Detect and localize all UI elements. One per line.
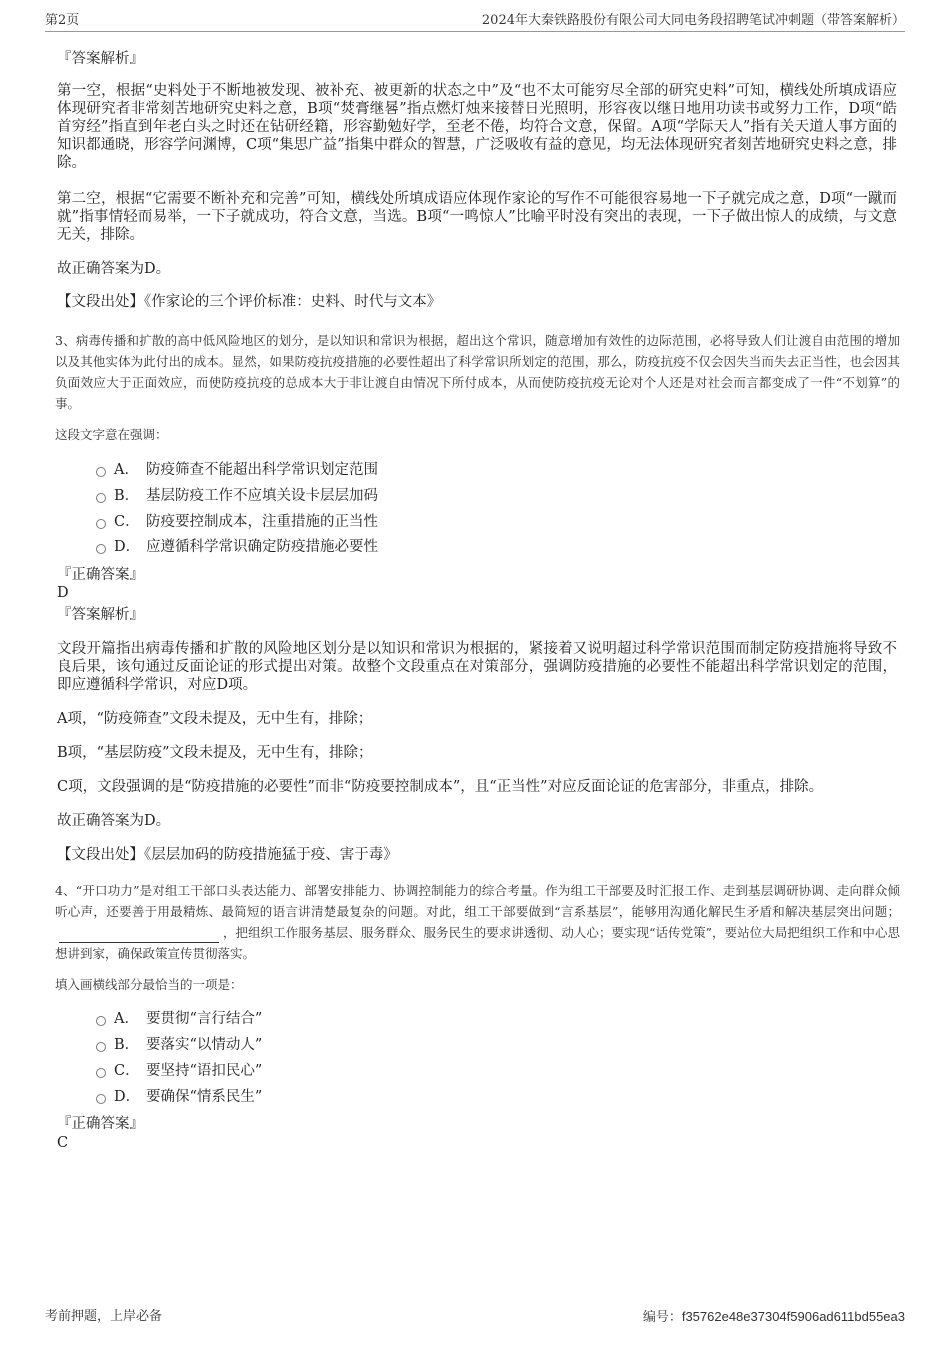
radio-icon[interactable] — [96, 1068, 106, 1078]
option-text: 要落实“以情动人” — [146, 1037, 263, 1053]
answer-conclusion: 故正确答案为D。 — [57, 813, 171, 829]
passage-source: 【文段出处】《层层加码的防疫措施猛于疫、害于毒》 — [57, 847, 398, 863]
page-footer — [45, 1308, 905, 1328]
radio-icon[interactable] — [96, 1094, 106, 1104]
stem-part: 4、“开口功力”是对组工干部口头表达能力、部署安排能力、协调控制能力的综合考量。作为组工干部要及时汇报工作、走到基层调研协调、走向群众倾听心声，还要善于用最精炼、最简短的语言讲清楚最复杂的问题。对此，组工干部要做到“言系基层”，能够用沟通化解民生矛盾和解决基层突出问题； — [55, 883, 900, 919]
analysis-label: 『答案解析』 — [57, 607, 144, 623]
option-letter: A． — [114, 462, 139, 478]
option-text: 防疫筛查不能超出科学常识划定范围 — [146, 462, 378, 478]
radio-icon[interactable] — [96, 467, 106, 477]
option-letter: B． — [114, 488, 140, 504]
option-d[interactable] — [96, 1087, 262, 1107]
option-d[interactable] — [96, 537, 378, 557]
option-letter: A． — [114, 1011, 139, 1027]
option-letter: D． — [114, 539, 141, 555]
document-title: 2024年大秦铁路股份有限公司大同电务段招聘笔试冲刺题（带答案解析） — [481, 13, 905, 28]
page-number: 第2页 — [45, 13, 80, 28]
analysis-paragraph: 第一空，根据“史料处于不断地被发现、被补充、被更新的状态之中”及“也不太可能穷尽全部的研究史料”可知，横线处所填成语应体现研究者非常刻苦地研究史料之意，B项“焚膏继晷”指点燃灯烛来接替日光照明，形容夜以继日地用功读书或努力工作，D项“皓首穷经”指直到年老白头之时还在钻研经籍，形容勤勉好学，至老不倦，均符合文意，保留。A项“学际天人”指有关天道人事方面的知识都通晓，形容学问渊博，C项“集思广益”指集中群众的智慧，广泛吸收有益的意见，均无法体现研究者刻苦地研究史料之意，排除。 — [57, 83, 897, 171]
option-letter: C． — [114, 514, 140, 530]
radio-icon[interactable] — [96, 544, 106, 554]
analysis-paragraph: 文段开篇指出病毒传播和扩散的风险地区划分是以知识和常识为根据的，紧接着又说明超过科学常识范围而制定防疫措施将导致不良后果，该句通过反面论证的形式提出对策。故整个文段重点在对策部分，强调防疫措施的必要性不能超出科学常识划定的范围，即应遵循科学常识，对应D项。 — [57, 641, 897, 693]
stem-part: ，把组织工作服务基层、服务群众、服务民生的要求讲透彻、动人心；要实现“话传党策”，要站位大局把组织工作和中心思想讲到家，确保政策宣传贯彻落实。 — [55, 925, 900, 961]
radio-icon[interactable] — [96, 493, 106, 503]
code-label: 编号： — [642, 1310, 682, 1325]
passage-source: 【文段出处】《作家论的三个评价标准：史料、时代与文本》 — [57, 294, 442, 310]
page-header — [45, 12, 905, 32]
analysis-label: 『答案解析』 — [57, 51, 144, 67]
analysis-paragraph: A项，“防疫筛查”文段未提及，无中生有，排除； — [57, 711, 373, 727]
option-c[interactable] — [96, 1061, 262, 1081]
fill-blank — [59, 929, 219, 943]
answer-conclusion: 故正确答案为D。 — [57, 261, 171, 277]
option-letter: B． — [114, 1037, 140, 1053]
option-text: 要贯彻“言行结合” — [146, 1011, 263, 1027]
question-stem — [55, 880, 900, 964]
document-code — [643, 1308, 905, 1327]
correct-answer: C — [57, 1135, 69, 1151]
radio-icon[interactable] — [96, 519, 106, 529]
option-text: 要确保“情系民生” — [146, 1089, 263, 1105]
option-letter: D． — [114, 1089, 141, 1105]
option-text: 防疫要控制成本，注重措施的正当性 — [146, 514, 378, 530]
option-b[interactable] — [96, 1035, 262, 1055]
option-b[interactable] — [96, 486, 378, 506]
code-value: f35762e48e37304f5906ad611bd55ea3 — [681, 1309, 905, 1324]
analysis-paragraph: B项，“基层防疫”文段未提及，无中生有，排除； — [57, 745, 373, 761]
question-prompt: 填入画横线部分最恰当的一项是： — [55, 977, 243, 992]
question-stem: 3、病毒传播和扩散的高中低风险地区的划分，是以知识和常识为根据，超出这个常识，随意增加有效性的边际范围，必将导致人们让渡自由范围的增加以及其他实体为此付出的成本。显然，如果防疫抗疫措施的必要性超出了科学常识所划定的范围，那么，防疫抗疫不仅会因失当而失去正当性，也会因其负面效应大于正面效应，而使防疫抗疫的总成本大于非让渡自由情况下所付成本，从而使防疫抗疫无论对个人还是对社会而言都变成了一件“不划算”的事。 — [55, 333, 900, 411]
correct-answer-label: 『正确答案』 — [57, 1116, 144, 1132]
question-prompt: 这段文字意在强调： — [55, 427, 168, 442]
option-text: 要坚持“语扣民心” — [146, 1063, 263, 1079]
option-text: 基层防疫工作不应填关设卡层层加码 — [146, 488, 378, 504]
correct-answer-label: 『正确答案』 — [57, 567, 144, 583]
analysis-paragraph: C项，文段强调的是“防疫措施的必要性”而非“防疫要控制成本”，且“正当性”对应反面论证的危害部分，非重点，排除。 — [57, 779, 824, 795]
option-a[interactable] — [96, 460, 378, 480]
option-letter: C． — [114, 1063, 140, 1079]
option-a[interactable] — [96, 1009, 262, 1029]
radio-icon[interactable] — [96, 1016, 106, 1026]
radio-icon[interactable] — [96, 1042, 106, 1052]
option-text: 应遵循科学常识确定防疫措施必要性 — [146, 539, 378, 555]
correct-answer: D — [57, 585, 69, 601]
option-c[interactable] — [96, 512, 378, 532]
analysis-paragraph: 第二空，根据“它需要不断补充和完善”可知，横线处所填成语应体现作家论的写作不可能很容易地一下子就完成之意，D项“一蹴而就”指事情轻而易举，一下子就成功，符合文意，当选。B项“一鸣惊人”比喻平时没有突出的表现，一下子做出惊人的成绩，与文意无关，排除。 — [57, 191, 897, 243]
footer-slogan: 考前押题，上岸必备 — [45, 1309, 163, 1324]
